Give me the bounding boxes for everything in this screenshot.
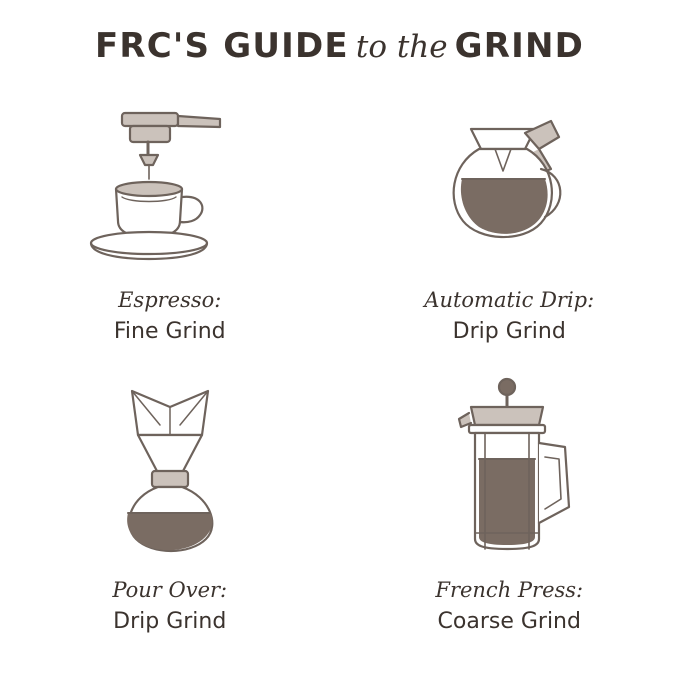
automatic-drip-carafe-icon	[399, 93, 619, 273]
method-cell-automatic-drip	[340, 85, 679, 375]
page-title	[0, 0, 679, 66]
pour-over-art	[60, 383, 280, 563]
method-cell-pour-over	[0, 375, 340, 665]
grind-label: Coarse Grind	[437, 608, 581, 634]
espresso-machine-icon	[60, 93, 280, 273]
french-press-art	[399, 383, 619, 563]
method-label: Espresso:	[118, 288, 222, 312]
method-label: French Press:	[435, 578, 584, 602]
title-middle: to the	[355, 29, 448, 65]
method-cell-espresso	[0, 85, 340, 375]
grind-label: Fine Grind	[113, 318, 226, 344]
grind-label: Drip Grind	[452, 318, 566, 344]
pour-over-chemex-icon	[60, 373, 280, 563]
caption-french-press	[435, 577, 583, 636]
title-tail: GRIND	[454, 26, 585, 66]
caption-automatic-drip	[424, 287, 594, 346]
caption-espresso	[114, 287, 226, 346]
method-label: Automatic Drip:	[424, 288, 595, 312]
title-lead: FRC'S GUIDE	[94, 26, 349, 66]
method-label: Pour Over:	[112, 578, 228, 602]
method-cell-french-press	[340, 375, 679, 665]
methods-grid	[0, 85, 679, 665]
automatic-drip-art	[399, 93, 619, 273]
grind-label: Drip Grind	[113, 608, 227, 634]
french-press-icon	[399, 373, 619, 563]
espresso-machine-art	[60, 93, 280, 273]
caption-pour-over	[112, 577, 227, 636]
